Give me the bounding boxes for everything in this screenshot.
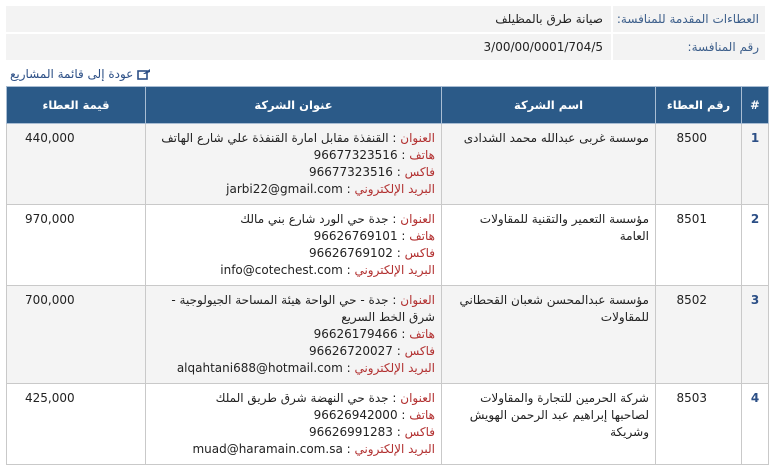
company-address <box>146 124 442 205</box>
tender-number-value: 3/00/00/0001/704/5 <box>6 34 613 60</box>
bid-number: 8500 <box>656 124 742 205</box>
bid-number: 8503 <box>656 384 742 465</box>
company-address <box>146 286 442 384</box>
phone-line: هاتف : 96626942000 <box>313 408 435 422</box>
back-link-label: عودة إلى قائمة المشاريع <box>10 67 134 81</box>
company-name: مؤسسة التعمير والتقنية للمقاولات العامة <box>442 205 656 286</box>
fax-line: فاكس : 96626720027 <box>308 344 435 358</box>
bid-value: 700,000 <box>7 286 146 384</box>
bids-table <box>6 86 769 465</box>
bid-value: 970,000 <box>7 205 146 286</box>
projects-value: صيانة طرق بالمظيلف <box>6 6 613 32</box>
company-name: موسسة غربى عبدالله محمد الشدادى <box>442 124 656 205</box>
phone-line: هاتف : 96626179466 <box>313 327 435 341</box>
table-row <box>7 286 769 384</box>
email-line: البريد الإلكتروني : muad@haramain.com.sa <box>192 442 435 456</box>
email-line: البريد الإلكتروني : jarbi22@gmail.com <box>226 182 435 196</box>
row-index: 3 <box>742 286 769 384</box>
company-address <box>146 384 442 465</box>
address-line: العنوان : القنفذة مقابل امارة القنفذة علي شارع الهاتف <box>161 131 435 145</box>
fax-line: فاكس : 96677323516 <box>308 165 435 179</box>
company-name: شركة الحرمين للتجارة والمقاولات لصاحبها إبراهيم عبد الرحمن الهويش وشريكة <box>442 384 656 465</box>
tender-number-row <box>6 34 765 60</box>
col-bid-number-header: رقم العطاء <box>656 87 742 124</box>
address-line: العنوان : جدة - حي الواحة هيئة المساحة الجيولوجية - شرق الخط السريع <box>171 293 435 324</box>
col-bid-value-header: قيمة العطاء <box>7 87 146 124</box>
bid-number: 8501 <box>656 205 742 286</box>
projects-info-row <box>6 6 765 32</box>
col-company-header: اسم الشركة <box>442 87 656 124</box>
fax-line: فاكس : 96626769102 <box>308 246 435 260</box>
table-header-row <box>7 87 769 124</box>
table-row <box>7 124 769 205</box>
email-line: البريد الإلكتروني : alqahtani688@hotmail.com <box>176 361 435 375</box>
back-arrow-icon <box>137 68 151 80</box>
email-line: البريد الإلكتروني : info@cotechest.com <box>220 263 435 277</box>
address-line: العنوان : جدة حي الورد شارع بني مالك <box>240 212 435 226</box>
address-line: العنوان : جدة حي النهضة شرق طريق الملك <box>215 391 435 405</box>
col-address-header: عنوان الشركة <box>146 87 442 124</box>
row-index: 4 <box>742 384 769 465</box>
tender-number-label: رقم المنافسة: <box>613 34 765 60</box>
back-to-projects-link[interactable] <box>10 67 151 81</box>
table-row <box>7 205 769 286</box>
phone-line: هاتف : 96677323516 <box>313 148 435 162</box>
fax-line: فاكس : 96626991283 <box>308 425 435 439</box>
projects-label: العطاءات المقدمة للمنافسة: <box>613 6 765 32</box>
bid-number: 8502 <box>656 286 742 384</box>
company-address <box>146 205 442 286</box>
row-index: 1 <box>742 124 769 205</box>
row-index: 2 <box>742 205 769 286</box>
company-name: مؤسسة عبدالمحسن شعبان القحطاني للمقاولات <box>442 286 656 384</box>
table-row <box>7 384 769 465</box>
bid-value: 425,000 <box>7 384 146 465</box>
col-index-header: # <box>742 87 769 124</box>
bid-value: 440,000 <box>7 124 146 205</box>
phone-line: هاتف : 96626769101 <box>313 229 435 243</box>
